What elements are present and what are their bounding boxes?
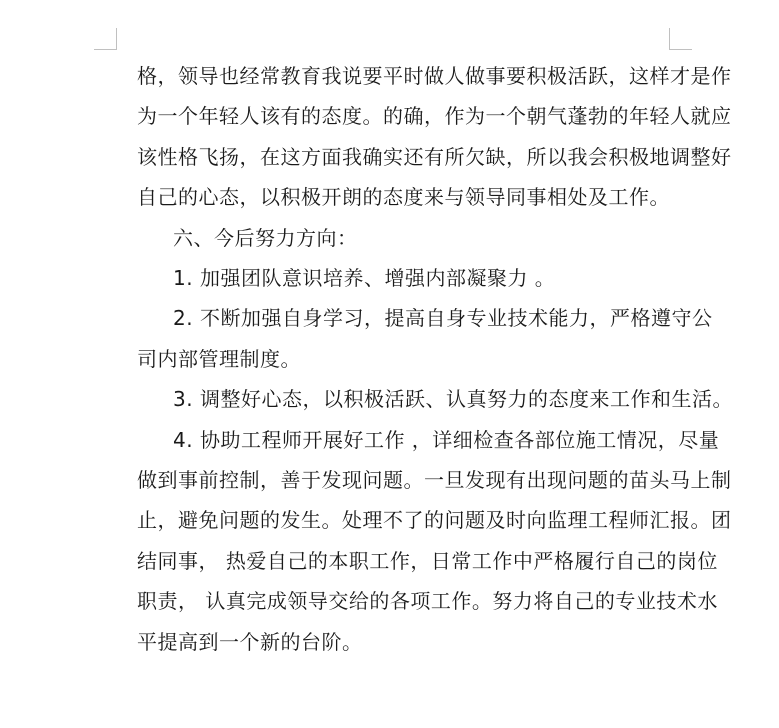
text-line: 司内部管理制度。 bbox=[137, 346, 301, 371]
text-line: 止，避免问题的发生。处理不了的问题及时向监理工程师汇报。团 bbox=[137, 508, 732, 533]
crop-mark-top-left bbox=[94, 49, 117, 50]
list-item: 4. 协助工程师开展好工作 ，详细检查各部位施工情况，尽量 bbox=[173, 427, 720, 452]
text-line: 平提高到一个新的台阶。 bbox=[137, 629, 363, 654]
text-line: 该性格飞扬，在这方面我确实还有所欠缺，所以我会积极地调整好 bbox=[137, 144, 732, 169]
text-line: 自己的心态，以积极开朗的态度来与领导同事相处及工作。 bbox=[137, 185, 670, 210]
text-line: 做到事前控制，善于发现问题。一旦发现有出现问题的苗头马上制 bbox=[137, 468, 732, 493]
list-item: 1. 加强团队意识培养、增强内部凝聚力 。 bbox=[173, 266, 556, 291]
crop-mark-top-right bbox=[669, 28, 670, 50]
text-line: 为一个年轻人该有的态度。的确，作为一个朝气蓬勃的年轻人就应 bbox=[137, 104, 732, 129]
document-body bbox=[137, 56, 733, 662]
list-item: 3. 调整好心态，以积极活跃、认真努力的态度来工作和生活。 bbox=[173, 387, 733, 412]
crop-mark-top-right bbox=[669, 49, 692, 50]
text-line: 格，领导也经常教育我说要平时做人做事要积极活跃，这样才是作 bbox=[137, 64, 732, 88]
section-heading: 六、今后努力方向： bbox=[173, 225, 358, 250]
list-item: 2. 不断加强自身学习，提高自身专业技术能力，严格遵守公 bbox=[173, 306, 713, 331]
text-line: 结同事， 热爱自己的本职工作，日常工作中严格履行自己的岗位 bbox=[137, 548, 718, 573]
crop-mark-top-left bbox=[116, 28, 117, 50]
text-line: 职责， 认真完成领导交给的各项工作。努力将自己的专业技术水 bbox=[137, 589, 718, 614]
